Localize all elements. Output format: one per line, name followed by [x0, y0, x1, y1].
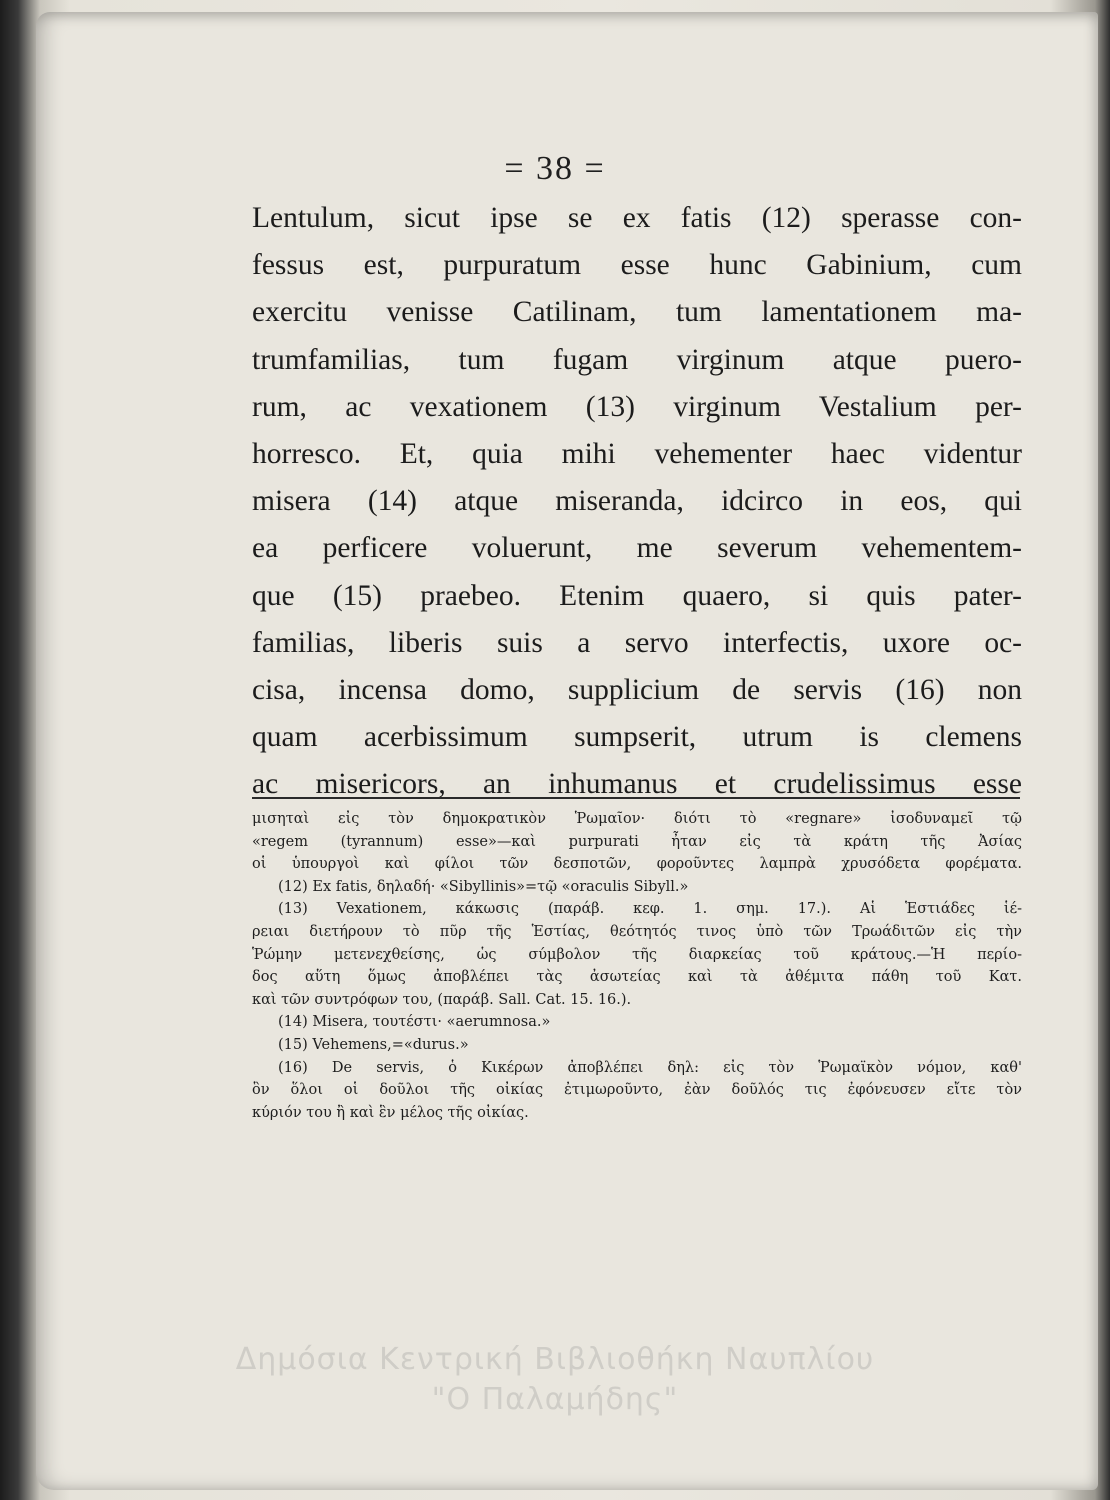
footnote-line: ὃν ὅλοι οἱ δοῦλοι τῆς οἰκίας ἐτιμωροῦντο, ἐὰν δοῦλός τις ἐφόνευσεν εἴτε τὸν [252, 1082, 1022, 1099]
text-line: cisa, incensa domo, supplicium de servis (16) non [252, 673, 1022, 706]
footnote-line: μισηταὶ εἰς τὸν δημοκρατικὸν Ῥωμαῖον· διότι τὸ «regnare» ἰσοδυναμεῖ τῷ [252, 811, 1022, 827]
footnote-line: (14) Misera, τουτέστι· «aerumnosa.» [278, 1014, 551, 1031]
watermark-line: "Ο Παλαμήδης" [431, 1382, 679, 1417]
page-number: = 38 = [504, 150, 606, 187]
text-line: quam acerbissimum sumpserit, utrum is clemens [252, 721, 1022, 754]
footnote-divider [252, 797, 1020, 799]
footnote-line: (12) Ex fatis, δηλαδή· «Sibyllinis»=τῷ «oraculis Sibyll.» [278, 878, 689, 895]
watermark-line: Δημόσια Κεντρική Βιβλιοθήκη Ναυπλίου [235, 1342, 875, 1377]
text-line: horresco. Et, quia mihi vehementer haec videntur [252, 437, 1022, 470]
text-line: misera (14) atque miseranda, idcirco in eos, qui [252, 485, 1022, 518]
footnote-line: καὶ τῶν συντρόφων του, (παράβ. Sall. Cat. 15. 16.). [252, 991, 632, 1008]
footnote-line: κύριόν του ἢ καὶ ἓν μέλος τῆς οἰκίας. [252, 1104, 529, 1121]
footnote-line: Ῥώμην μετενεχθείσης, ὡς σύμβολον τῆς διαρκείας τοῦ κράτους.—Ἡ περίο- [252, 946, 1022, 963]
text-line: ac misericors, an inhumanus et crudelissimus esse [252, 768, 1022, 801]
text-line: familias, liberis suis a servo interfectis, uxore oc- [252, 626, 1022, 659]
text-line: fessus est, purpuratum esse hunc Gabinium, cum [252, 249, 1022, 282]
text-line: ea perficere voluerunt, me severum vehementem- [252, 532, 1022, 565]
text-line: rum, ac vexationem (13) virginum Vestalium per- [252, 390, 1022, 423]
footnote-line: δος αὕτη ὅμως ἀποβλέπει τὰς ἀσωτείας καὶ τὰ ἀθέμιτα πάθη τοῦ Κατ. [252, 969, 1022, 986]
text-line: trumfamilias, tum fugam virginum atque puero- [252, 343, 1022, 376]
footnote-line: «regem (tyrannum) esse»—καὶ purpurati ἦταν εἰς τὰ κράτη τῆς Ἀσίας [252, 833, 1022, 850]
text-line: exercitu venisse Catilinam, tum lamentationem ma- [252, 296, 1022, 329]
footnote-line: οἱ ὑπουργοὶ καὶ φίλοι τῶν δεσποτῶν, φοροῦντες λαμπρὰ χρυσόδετα φορέματα. [252, 856, 1022, 873]
text-line: Lentulum, sicut ipse se ex fatis (12) sperasse con- [252, 202, 1022, 234]
footnote-line: (13) Vexationem, κάκωσις (παράβ. κεφ. 1. σημ. 17.). Αἱ Ἑστιάδες ἱέ- [278, 901, 1022, 918]
footnote-line: (16) De servis, ὁ Κικέρων ἀποβλέπει δηλ: εἰς τὸν Ῥωμαϊκὸν νόμον, καθ' [278, 1059, 1022, 1076]
footnotes [252, 808, 1022, 1124]
footnote-line: (15) Vehemens,=«durus.» [278, 1036, 469, 1053]
main-text [252, 195, 1022, 808]
footnote-line: ρειαι διετήρουν τὸ πῦρ τῆς Ἑστίας, θεότητός τινος ὑπὸ τῶν Τρωάδιτῶν εἰς τὴν [252, 923, 1022, 940]
text-line: que (15) praebeo. Etenim quaero, si quis pater- [252, 579, 1022, 612]
library-watermark [0, 1340, 1110, 1420]
